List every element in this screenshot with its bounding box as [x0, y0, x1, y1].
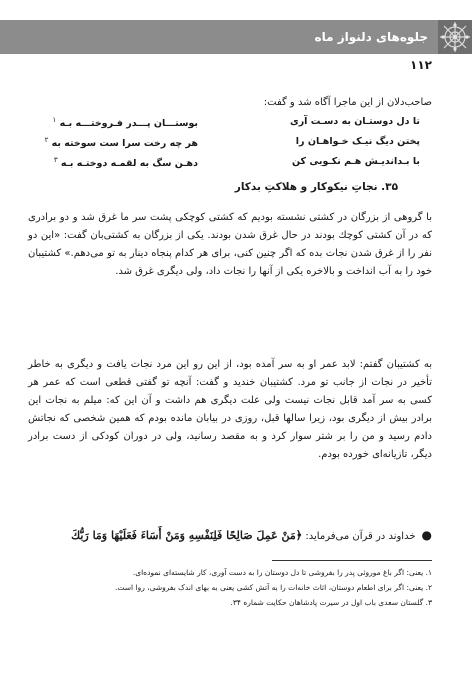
quran-quote-line [28, 526, 432, 546]
poem-couplet [28, 156, 420, 170]
couplet-hemistich: هر چه رخت سرا ست سوخته به $^۲$ [44, 136, 198, 150]
floral-ornament-icon [438, 20, 472, 54]
footnote-marker: ۳ [53, 156, 58, 164]
couplet-hemistich: با بـداندیـش هـم نکـویی کن [291, 156, 420, 167]
header-title: جلوه‌های دلنواز ماه [314, 30, 428, 44]
quran-intro-text: خداوند در قرآن می‌فرماید: [305, 531, 416, 542]
couplet-hemistich: دهـن سگ به لقمـه دوختـه بـه $^۳$ [53, 156, 198, 170]
bullet-icon: ● [421, 528, 432, 542]
couplet-hemistich: تا دل دوستـان به دسـت آری [290, 116, 420, 127]
poem-couplet [28, 136, 420, 150]
footnote-marker: ۲ [44, 136, 49, 144]
couplet-hemistich: پختن دیگ نیـک خـواهـان را [295, 136, 420, 147]
page-header [0, 20, 472, 54]
poem-couplet [28, 116, 420, 130]
couplet-hemistich: بوستـــان پـــدر فـروختـــه بـه $^۱$ [52, 116, 198, 130]
quran-ayah: ﴿مَنْ عَمِلَ صَالِحًا فَلِنَفْسِهِ وَمَنْ أَسَاءَ فَعَلَيْهَا وَمَا رَبُّكَ [71, 529, 303, 542]
story-paragraph: به کشتیبان گفتم: لابد عمر او به سر آمده بود، از این رو این مرد نجات یافت و دیگری به خاطر تأخیر در نجات از جانب تو مرد. کشتیبان خندید و گفت: آنچه تو گفتی قطعی است که عمر هر کسی به سر آمد قابل نجات نیست ولی علت دیگری هم داشت و آن این که: میلم به نجات این برادر بیش از دیگری بود، زیرا سالها قبل، روزی در بیابان مانده بودم که همین شخصی که نجاتش دادم رسید و من را بر شتر سوار کرد و به مقصد رسانید، ولی در دوران کودکی از دست برادر دیگر، تازیانه‌ای خورده بودم. [28, 359, 432, 460]
footnote-divider [272, 560, 432, 561]
footnote-marker: ۱ [52, 116, 57, 124]
footnote: ۳. گلستان سعدی باب اول در سیرت پادشاهان حکایت شماره ۳۴. [230, 598, 432, 607]
story-paragraph: با گروهی از بزرگان در کشتی نشسته بودیم که کشتی کوچکی پشت سر ما غرق شد و دو برادری که در آن کشتی کوچك بودند در حال غرق شدن بودند. یکی از بزرگان به کشتی‌بان گفت: «این دو نفر را از غرق شدن نجات بده که اگر چنین کنی، برای هر کدام پنجاه دینار به تو می‌دهم.» کشتیبان خود را به آب انداخت و بالاخره یکی از آنها را نجات داد، ولی دیگری غرق شد. [28, 212, 432, 277]
footnote: ۱. یعنی: اگر باغ موروثی پدر را بفروشی تا دل دوستان را به دست آوری، کار شایسته‌ای نموده‌ای. [132, 568, 432, 577]
page-number: ۱۱۲ [410, 58, 432, 72]
section-heading: ۳۵. نجاتِ نیکوکار و هلاکتِ بدکار [234, 181, 398, 193]
footnote: ۲. یعنی: اگر برای اطعام دوستان، اثاث خانه‌ات را به آتش کشی یعنی به بهای اندک بفروشی، روا است. [114, 583, 432, 592]
poem-intro: صاحب‌دلان از این ماجرا آگاه شد و گفت: [263, 97, 432, 108]
